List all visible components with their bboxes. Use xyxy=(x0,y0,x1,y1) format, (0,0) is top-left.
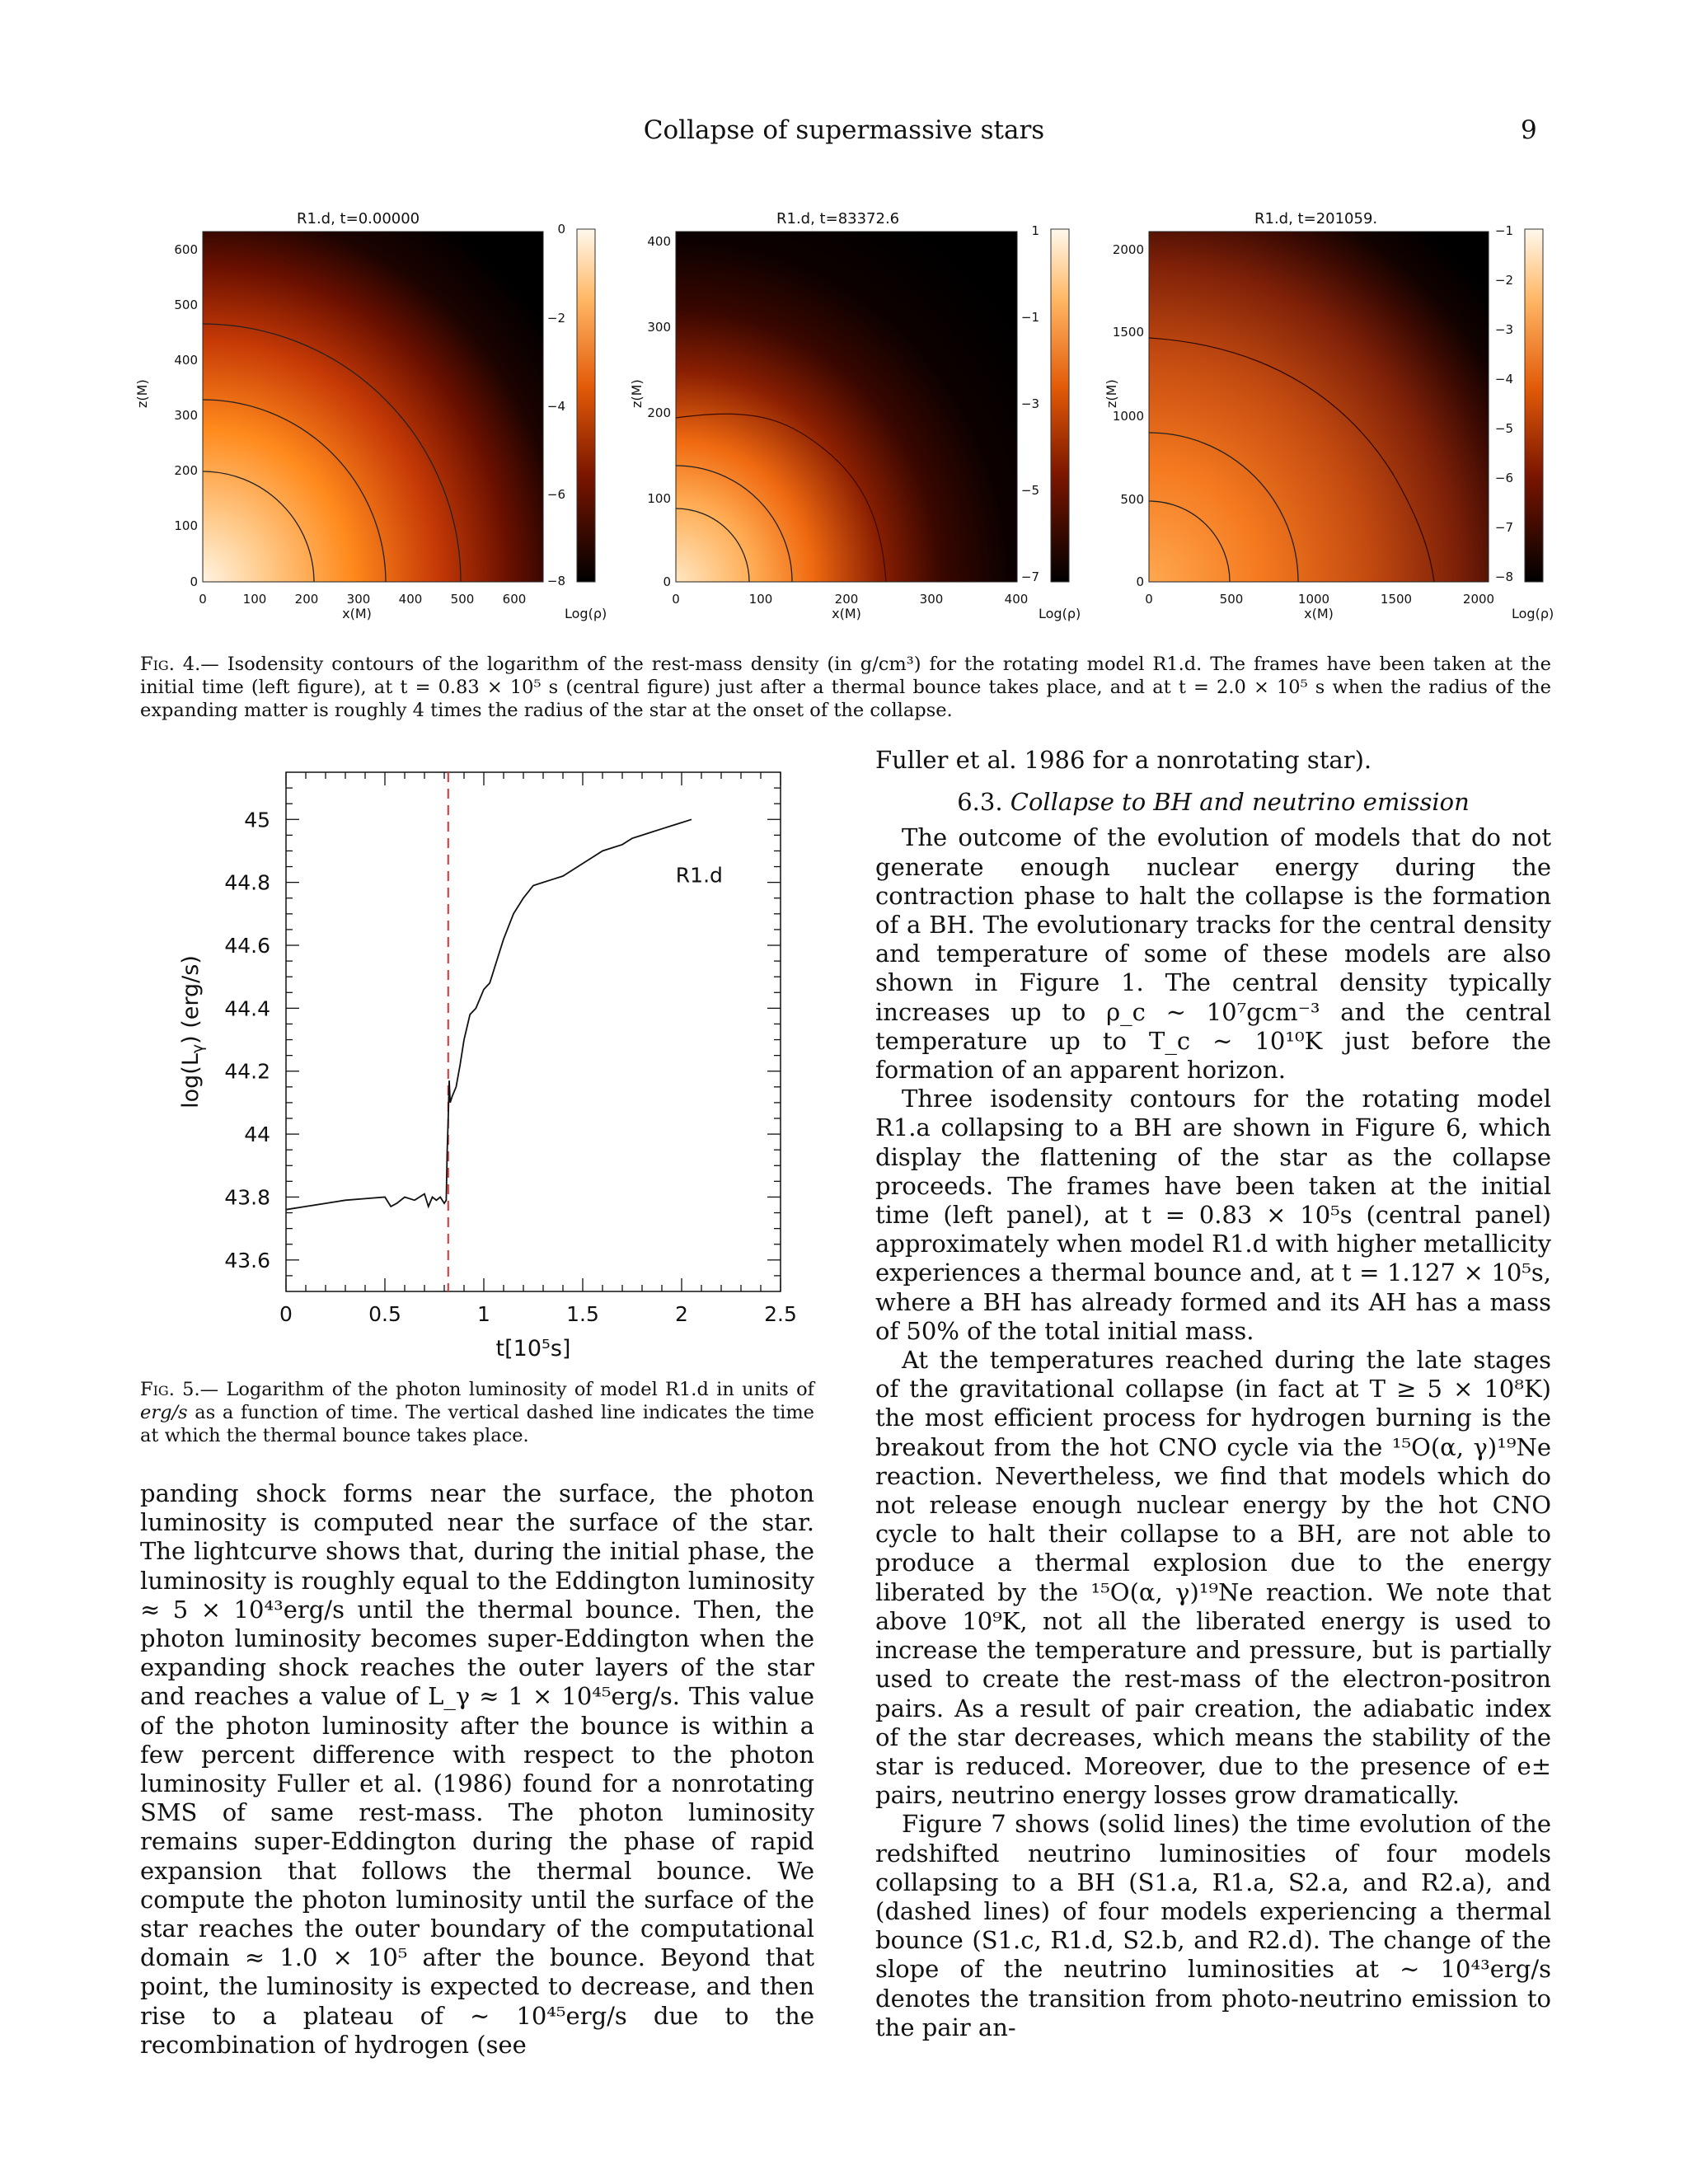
tick-label: 600 xyxy=(174,242,198,257)
figure-5-chart xyxy=(165,754,808,1364)
tick-label: 300 xyxy=(647,320,671,335)
section-heading xyxy=(875,788,1551,817)
panel-2-title: R1.d, t=83372.6 xyxy=(776,210,900,227)
tick-label: 1500 xyxy=(1380,592,1413,607)
x-axis-label: t[10⁵s] xyxy=(495,1336,571,1361)
tick-label: 1 xyxy=(1031,223,1039,238)
fig4-panel-1 xyxy=(134,210,607,621)
tick-label: 2000 xyxy=(1462,592,1495,607)
panel-3-xlabel: x(M) xyxy=(1304,606,1334,621)
tick-label: 300 xyxy=(346,592,371,607)
tick-label: −3 xyxy=(1494,322,1513,337)
plot-frame xyxy=(286,772,781,1291)
tick-label: 400 xyxy=(647,234,671,249)
tick-label: −1 xyxy=(1020,310,1039,325)
caption-label: Fig. 5.— xyxy=(140,1379,219,1400)
tick-label: −3 xyxy=(1020,396,1039,411)
page-number: 9 xyxy=(1521,115,1537,145)
colorbar-label: Log(ρ) xyxy=(1512,606,1554,621)
colorbar xyxy=(577,229,595,582)
fig4-panel-2 xyxy=(629,210,1081,621)
section-title: Collapse to BH and neutrino emission xyxy=(1010,788,1470,817)
panel-2-ylabel: z(M) xyxy=(629,379,645,408)
tick-label: 0 xyxy=(199,592,207,607)
x-tick-label: 0.5 xyxy=(368,1302,401,1326)
caption-text: Isodensity contours of the logarithm of the rest-mass density (in g/cm³) for the rotating model R1.d. The frames have been taken at the initial time (left figure), at t = 0.83 × 10⁵ s (central figure) just after a thermal bounce takes place, and at t = 2.0 × 10⁵ s when the radius of the expanding matter is roughly 4 times the radius of the star at the onset of the collapse. xyxy=(140,654,1551,721)
y-tick-label: 44.4 xyxy=(224,996,270,1021)
y-tick-label: 44.2 xyxy=(224,1059,270,1084)
paragraph: At the temperatures reached during the late stages of the gravitational collapse (in fact at T ≥ 5 × 10⁸K) the most efficient process for hydrogen burning is the breakout from the hot CNO cycle via the ¹⁵O(α, γ)¹⁹Ne reaction. Nevertheless, we find that models which do not release enough nuclear energy by the hot CNO cycle to halt their collapse to a BH, are not able to produce a thermal explosion due to the energy liberated by the ¹⁵O(α, γ)¹⁹Ne reaction. We note that above 10⁹K, not all the liberated energy is used to increase the temperature and pressure, but is partially used to create the rest-mass of the electron-positron pairs. As a result of pair creation, the adiabatic index of the star decreases, which means the stability of the star is reduced. Moreover, due to the presence of e± pairs, neutrino energy losses grow dramatically. xyxy=(875,1346,1551,1810)
tick-label: 0 xyxy=(1145,592,1153,607)
tick-label: 500 xyxy=(174,298,198,312)
x-tick-label: 1.5 xyxy=(566,1302,599,1326)
paragraph: panding shock forms near the surface, the photon luminosity is computed near the surface of the star. The lightcurve shows that, during the initial phase, the luminosity is roughly equal to the Eddington luminosity ≈ 5 × 10⁴³erg/s until the thermal bounce. Then, the photon luminosity becomes super-Eddington when the expanding shock reaches the outer layers of the star and reaches a value of L_γ ≈ 1 × 10⁴⁵erg/s. This value of the photon luminosity after the bounce is within a few percent difference with respect to the photon luminosity Fuller et al. (1986) found for a nonrotating SMS of same rest-mass. The photon luminosity remains super-Eddington during the phase of rapid expansion that follows the thermal bounce. We compute the photon luminosity until the surface of the star reaches the outer boundary of the computational domain ≈ 1.0 × 10⁵ after the bounce. Beyond that point, the luminosity is expected to decrease, and then rise to a plateau of ∼ 10⁴⁵erg/s due to the recombination of hydrogen (see xyxy=(140,1479,814,2059)
tick-label: 1500 xyxy=(1112,325,1144,340)
tick-label: 600 xyxy=(502,592,527,607)
tick-label: −7 xyxy=(1020,569,1039,584)
left-column xyxy=(140,1479,814,2060)
y-axis-label: $\log(L_\gamma)$ (erg/s) xyxy=(178,955,207,1108)
tick-label: −2 xyxy=(546,311,565,326)
y-tick-label: 43.8 xyxy=(224,1185,270,1210)
caption-emphasis: erg/s xyxy=(140,1402,188,1423)
tick-label: −2 xyxy=(1494,273,1513,288)
figure-4 xyxy=(134,202,1566,630)
colorbar xyxy=(1051,229,1069,582)
y-tick-label: 44 xyxy=(244,1122,270,1147)
tick-label: 200 xyxy=(174,463,198,478)
series-annotation: R1.d xyxy=(675,863,723,888)
tick-label: 100 xyxy=(748,592,773,607)
figure-5-caption xyxy=(140,1378,814,1447)
x-tick-label: 1 xyxy=(477,1302,490,1326)
y-tick-label: 45 xyxy=(244,808,270,832)
tick-label: 0 xyxy=(557,222,565,237)
caption-text: Logarithm of the photon luminosity of model R1.d in units of xyxy=(218,1379,814,1400)
tick-label: 300 xyxy=(174,408,198,423)
x-tick-label: 2.5 xyxy=(764,1302,797,1326)
tick-label: −8 xyxy=(1494,569,1513,584)
tick-label: 400 xyxy=(398,592,423,607)
tick-label: 500 xyxy=(1120,492,1144,507)
y-tick-label: 43.6 xyxy=(224,1248,270,1272)
tick-label: 0 xyxy=(672,592,680,607)
tick-label: −6 xyxy=(546,487,565,502)
tick-label: 1000 xyxy=(1112,409,1144,424)
right-column xyxy=(875,746,1551,2042)
figure-4-caption xyxy=(140,653,1551,722)
colorbar-label: Log(ρ) xyxy=(565,606,607,621)
tick-label: 100 xyxy=(242,592,267,607)
x-tick-label: 0 xyxy=(279,1302,293,1326)
tick-label: 400 xyxy=(1004,592,1029,607)
tick-label: −8 xyxy=(546,574,565,588)
paragraph: Figure 7 shows (solid lines) the time evolution of the redshifted neutrino luminosities of four models collapsing to a BH (S1.a, R1.a, S2.a, and R2.a), and (dashed lines) of four models experiencing a thermal bounce (S1.c, R1.d, S2.b, and R2.d). The change of the slope of the neutrino luminosities at ∼ 10⁴³erg/s denotes the transition from photo-neutrino emission to the pair an- xyxy=(875,1810,1551,2041)
tick-label: 100 xyxy=(174,518,198,533)
tick-label: 400 xyxy=(174,353,198,368)
section-number: 6.3. xyxy=(957,788,1003,817)
tick-label: −7 xyxy=(1494,520,1513,535)
tick-label: 2000 xyxy=(1112,242,1144,257)
tick-label: 300 xyxy=(919,592,944,607)
caption-text-end: as a function of time. The vertical dashed line indicates the time at which the thermal bounce takes place. xyxy=(140,1402,814,1446)
colorbar-label: Log(ρ) xyxy=(1039,606,1081,621)
tick-label: 100 xyxy=(647,491,671,506)
panel-3-title: R1.d, t=201059. xyxy=(1254,210,1378,227)
luminosity-curve xyxy=(286,819,692,1209)
x-tick-label: 2 xyxy=(675,1302,688,1326)
panel-3-ylabel: z(M) xyxy=(1104,379,1119,408)
paragraph: The outcome of the evolution of models that do not generate enough nuclear energy during the contraction phase to halt the collapse is the formation of a BH. The evolutionary tracks for the central density and temperature of some of these models are also shown in Figure 1. The central density typically increases up to ρ_c ∼ 10⁷gcm⁻³ and the central temperature up to T_c ∼ 10¹⁰K just before the formation of an apparent horizon. xyxy=(875,823,1551,1085)
paragraph: Three isodensity contours for the rotating model R1.a collapsing to a BH are shown in Figure 6, which display the flattening of the star as the collapse proceeds. The frames have been taken at the initial time (left panel), at t = 0.83 × 10⁵s (central panel) approximately when model R1.d with higher metallicity experiences a thermal bounce and, at t = 1.127 × 10⁵s, where a BH has already formed and its AH has a mass of 50% of the total initial mass. xyxy=(875,1085,1551,1345)
y-tick-label: 44.6 xyxy=(224,934,270,958)
y-tick-label: 44.8 xyxy=(224,870,270,895)
tick-label: −5 xyxy=(1020,483,1039,498)
panel-1-ylabel: z(M) xyxy=(134,379,150,408)
tick-label: 0 xyxy=(1136,574,1144,589)
paragraph: Fuller et al. 1986 for a nonrotating star). xyxy=(875,746,1372,774)
tick-label: 500 xyxy=(450,592,475,607)
panel-1-title: R1.d, t=0.00000 xyxy=(297,210,420,227)
running-head: Collapse of supermassive stars xyxy=(643,115,1045,145)
tick-label: 0 xyxy=(190,574,198,589)
tick-label: 1000 xyxy=(1297,592,1330,607)
tick-label: −6 xyxy=(1494,471,1513,485)
tick-label: 0 xyxy=(663,574,671,589)
tick-label: 200 xyxy=(834,592,859,607)
panel-2-xlabel: x(M) xyxy=(832,606,861,621)
fig4-panel-3 xyxy=(1104,210,1554,621)
tick-label: 200 xyxy=(294,592,319,607)
caption-label: Fig. 4.— xyxy=(140,654,219,675)
panel-1-xlabel: x(M) xyxy=(342,606,372,621)
colorbar xyxy=(1525,229,1543,582)
tick-label: −5 xyxy=(1494,421,1513,436)
tick-label: 500 xyxy=(1219,592,1244,607)
tick-label: 200 xyxy=(647,405,671,420)
tick-label: −4 xyxy=(1494,372,1513,387)
tick-label: −1 xyxy=(1494,223,1513,238)
tick-label: −4 xyxy=(546,399,565,414)
